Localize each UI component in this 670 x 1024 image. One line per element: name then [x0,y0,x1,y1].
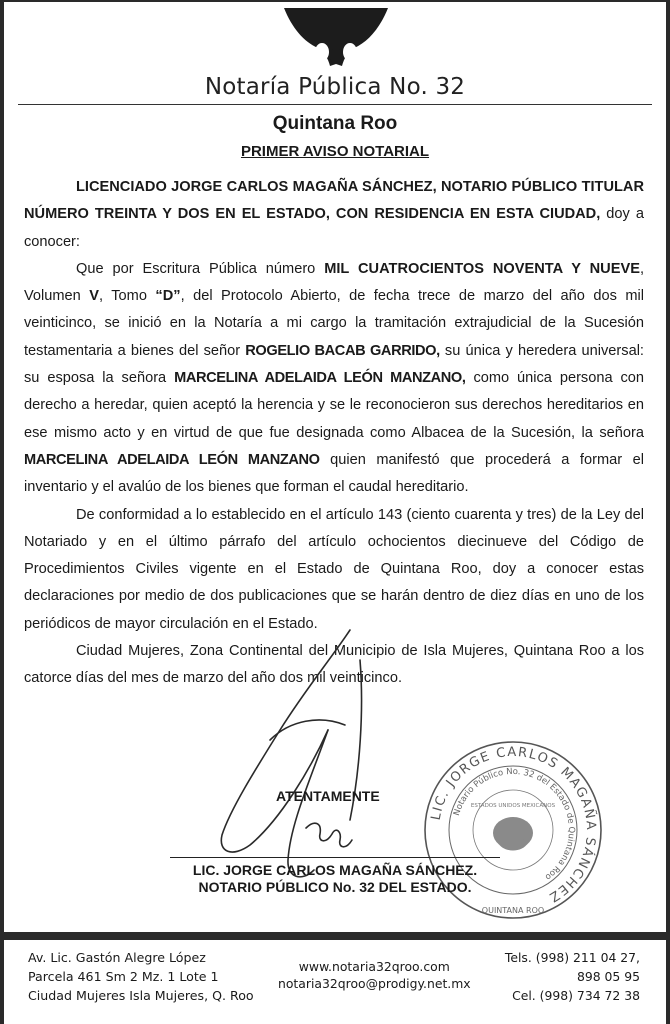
signature-line [170,857,500,858]
svg-text:Notario Público No. 32 del Est: Notario Público No. 32 del Estado de Quintana Roo [451,766,577,882]
footer-divider [0,932,670,940]
document-heading: PRIMER AVISO NOTARIAL [240,143,430,160]
svg-text:QUINTANA ROO: QUINTANA ROO [481,906,545,915]
title-divider [18,104,652,105]
paragraph-deed: Que por Escritura Pública número MIL CUATROCIENTOS NOVENTA Y NUEVE, Volumen V, Tomo “D”, del Protocolo Abierto, de fecha trece de marzo del año dos mil veinticinco, se inició en la Notaría a mi cargo la tramitación extrajudicial de la Sucesión testamentaria a bienes del señor ROGELIO BACAB GARRIDO, su única y heredera universal: su esposa la señora MARCELINA ADELAIDA LEÓN MANZANO, como única persona con derecho a heredar, quien aceptó la herencia y se le reconocieron sus derechos hereditarios en ese mismo acto y en virtud de que fue designada como Albacea de la Sucesión, la señora MARCELINA ADELAIDA LEÓN MANZANO quien manifestó que procederá a formar el inventario y el avalúo de los bienes que forman el caudal hereditario. [24,260,645,496]
footer [0,940,670,1024]
notice-body [24,174,644,693]
phone-line: 898 05 95 [576,969,640,984]
footer-address [28,948,254,1005]
footer-phones [495,948,640,1005]
paragraph-intro: LICENCIADO JORGE CARLOS MAGAÑA SÁNCHEZ, NOTARIO PÚBLICO TITULAR NÚMERO TREINTA Y DOS EN EL ESTADO, CON RESIDENCIA EN ESTA CIUDAD, doy a conocer: [24,179,644,250]
notaria-title: Notaría Pública No. 32 [204,74,466,100]
handwritten-signature [210,620,410,890]
svg-text:LIC. JORGE CARLOS MAGAÑA SÁNCH: LIC. JORGE CARLOS MAGAÑA SÁNCHEZ [428,744,599,906]
signer-block [150,862,520,896]
paragraph-place-date: Ciudad Mujeres, Zona Continental del Municipio de Isla Mujeres, Quintana Roo a los catorce días del mes de marzo del año dos mil veinticinco. [24,643,644,687]
svg-text:ESTADOS UNIDOS MEXICANOS: ESTADOS UNIDOS MEXICANOS [470,803,556,809]
website-link[interactable]: www.notaria32qroo.com [298,959,450,974]
phone-line: Cel. (998) 734 72 38 [512,988,640,1003]
address-line: Parcela 461 Sm 2 Mz. 1 Lote 1 [28,969,219,984]
footer-contact-web [278,958,471,992]
address-line: Av. Lic. Gastón Alegre López [28,950,206,965]
email-link[interactable]: notaria32qroo@prodigy.net.mx [278,976,471,991]
phone-line: Tels. (998) 211 04 27, [504,950,640,965]
closing-atentamente: ATENTAMENTE [276,788,380,804]
notaria-logo [282,6,390,70]
signer-name: LIC. JORGE CARLOS MAGAÑA SÁNCHEZ. [192,862,478,878]
paragraph-legal-basis: De conformidad a lo establecido en el artículo 143 (ciento cuarenta y tres) de la Ley del Notariado y en el último párrafo del artículo ochocientos diecinueve del Código de Procedimientos Civiles vigente en el Estado de Quintana Roo, doy a conocer estas declaraciones por medio de dos publicaciones que se harán dentro de diez días en uno de los periódicos de mayor circulación en el Estado. [24,506,644,632]
signer-title: NOTARIO PÚBLICO No. 32 DEL ESTADO. [198,879,472,895]
state-name: Quintana Roo [272,113,398,134]
address-line: Ciudad Mujeres Isla Mujeres, Q. Roo [28,988,254,1003]
notary-seal [418,735,608,925]
